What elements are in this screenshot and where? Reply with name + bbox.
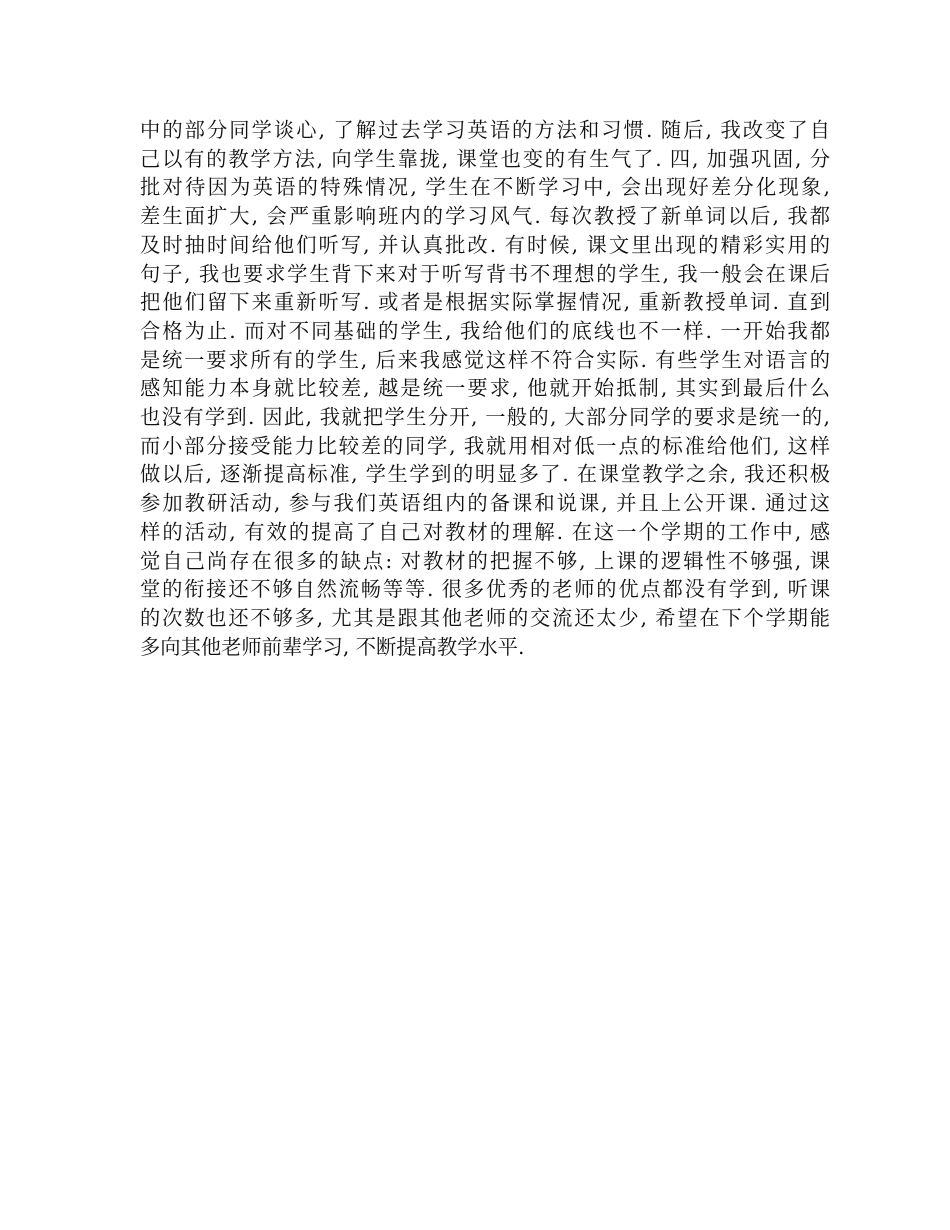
- text-line: 差生面扩大, 会严重影响班内的学习风气. 每次教授了新单词以后, 我都: [140, 204, 830, 229]
- text-line: 句子, 我也要求学生背下来对于听写背书不理想的学生, 我一般会在课后: [140, 261, 830, 286]
- text-line: 是统一要求所有的学生, 后来我感觉这样不符合实际. 有些学生对语言的: [140, 347, 830, 372]
- text-line: 多向其他老师前辈学习, 不断提高教学水平.: [140, 634, 525, 659]
- text-line: 堂的衔接还不够自然流畅等等. 很多优秀的老师的优点都没有学到, 听课: [140, 577, 830, 602]
- text-line: 己以有的教学方法, 向学生靠拢, 课堂也变的有生气了. 四, 加强巩固, 分: [140, 146, 830, 171]
- text-line: 把他们留下来重新听写. 或者是根据实际掌握情况, 重新教授单词. 直到: [140, 290, 830, 315]
- text-line: 参加教研活动, 参与我们英语组内的备课和说课, 并且上公开课. 通过这: [140, 491, 830, 516]
- text-line: 合格为止. 而对不同基础的学生, 我给他们的底线也不一样. 一开始我都: [140, 318, 830, 343]
- text-line: 中的部分同学谈心, 了解过去学习英语的方法和习惯. 随后, 我改变了自: [140, 118, 830, 142]
- text-line: 也没有学到. 因此, 我就把学生分开, 一般的, 大部分同学的要求是统一的,: [140, 405, 830, 430]
- text-line: 的次数也还不够多, 尤其是跟其他老师的交流还太少, 希望在下个学期能: [140, 605, 830, 630]
- text-line: 感知能力本身就比较差, 越是统一要求, 他就开始抵制, 其实到最后什么: [140, 376, 830, 401]
- text-line: 批对待因为英语的特殊情况, 学生在不断学习中, 会出现好差分化现象,: [140, 175, 830, 200]
- text-line: 样的活动, 有效的提高了自己对教材的理解. 在这一个学期的工作中, 感: [140, 519, 830, 544]
- text-line: 而小部分接受能力比较差的同学, 我就用相对低一点的标准给他们, 这样: [140, 433, 830, 458]
- text-line: 做以后, 逐渐提高标准, 学生学到的明显多了. 在课堂教学之余, 我还积极: [140, 462, 830, 487]
- body-paragraph: [140, 116, 830, 661]
- text-line: 及时抽时间给他们听写, 并认真批改. 有时候, 课文里出现的精彩实用的: [140, 232, 830, 257]
- text-line: 觉自己尚存在很多的缺点: 对教材的把握不够, 上课的逻辑性不够强, 课: [140, 548, 830, 573]
